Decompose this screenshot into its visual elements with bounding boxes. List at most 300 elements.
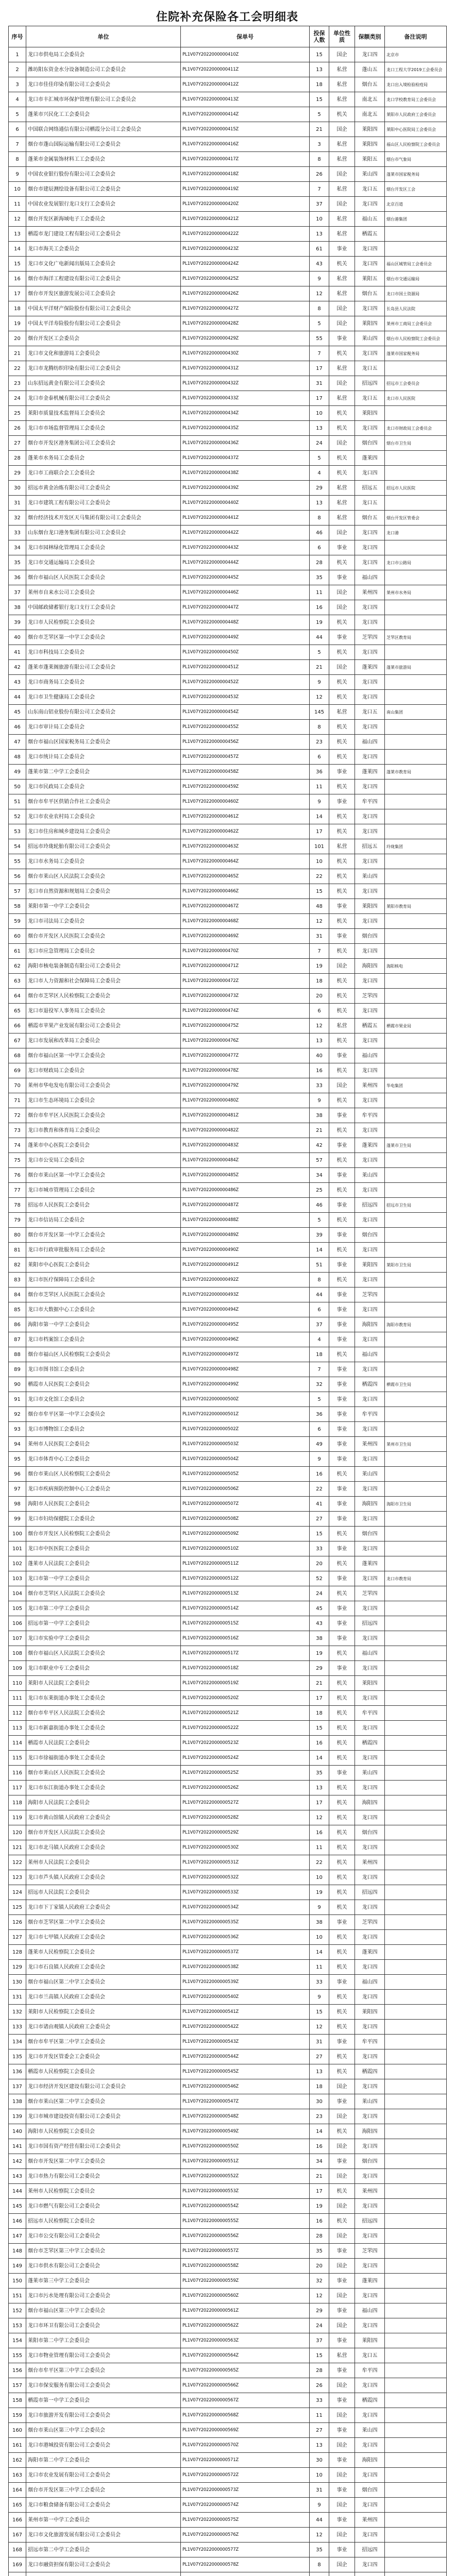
cell-count: 18 — [310, 1347, 329, 1362]
cell-type: 事业 — [329, 2303, 355, 2318]
cell-count: 21 — [310, 122, 329, 137]
cell-unit: 龙口市城市建设投资有限公司工会委员会 — [26, 2109, 181, 2124]
cell-policy: PL1V07Y2022000000569Z — [181, 2423, 310, 2438]
cell-unit: 烟台市福山区人民法院工会委员会 — [26, 1646, 181, 1661]
cell-type: 私营 — [329, 705, 355, 720]
cell-unit: 龙口市石良镇人民政府工会委员会 — [26, 1960, 181, 1975]
cell-level: 福山五 — [355, 212, 385, 227]
cell-no: 89 — [9, 1362, 26, 1377]
cell-policy: PL1V07Y2022000000457Z — [181, 750, 310, 765]
cell-count: 16 — [310, 1467, 329, 1482]
cell-level: 龙口四 — [355, 301, 385, 316]
cell-note — [385, 1422, 447, 1437]
cell-note: 蓬莱市教育局 — [385, 765, 447, 779]
cell-policy: PL1V07Y2022000000415Z — [181, 122, 310, 137]
table-row — [9, 2139, 447, 2154]
table-row — [9, 496, 447, 511]
cell-type: 私营 — [329, 137, 355, 152]
cell-note: 龙口市教育局 — [385, 1571, 447, 1586]
cell-unit: 龙口市水务局工会委员会 — [26, 854, 181, 869]
cell-level: 莱阳四 — [355, 137, 385, 152]
table-row — [9, 421, 447, 436]
table-row — [9, 914, 447, 929]
cell-count: 19 — [310, 1885, 329, 1900]
cell-unit: 中国农业银行股份有限公司工会委员会 — [26, 167, 181, 182]
cell-unit: 莱州市华电发电有限公司工会委员会 — [26, 1078, 181, 1093]
cell-count: 13 — [310, 421, 329, 436]
cell-count: 36 — [310, 765, 329, 779]
cell-note — [385, 1482, 447, 1497]
cell-policy: PL1V07Y2022000000466Z — [181, 884, 310, 899]
cell-count: 7 — [310, 944, 329, 959]
cell-policy: PL1V07Y2022000000570Z — [181, 2438, 310, 2453]
cell-count: 28 — [310, 555, 329, 570]
cell-unit: 龙口市城市管理局工会委员会 — [26, 1183, 181, 1198]
cell-policy: PL1V07Y2022000000500Z — [181, 1392, 310, 1407]
cell-type: 机关 — [329, 1556, 355, 1571]
cell-policy: PL1V07Y2022000000456Z — [181, 735, 310, 750]
cell-unit: 龙口市工商联合会工会委员会 — [26, 466, 181, 481]
cell-no: 136 — [9, 2064, 26, 2079]
table-row — [9, 735, 447, 750]
cell-policy: PL1V07Y2022000000432Z — [181, 376, 310, 391]
cell-type: 私营 — [329, 227, 355, 242]
table-row — [9, 824, 447, 839]
table-row — [9, 1153, 447, 1168]
cell-unit: 龙口市热力有限公司工会委员会 — [26, 2169, 181, 2184]
cell-type: 机关 — [329, 2020, 355, 2035]
cell-no: 36 — [9, 570, 26, 585]
cell-count: 12 — [310, 1019, 329, 1033]
cell-type: 国企 — [329, 526, 355, 540]
cell-policy: PL1V07Y2022000000449Z — [181, 630, 310, 645]
cell-count: 11 — [310, 2408, 329, 2423]
cell-count — [310, 2572, 329, 2576]
cell-no: 101 — [9, 1541, 26, 1556]
cell-policy: PL1V07Y2022000000542Z — [181, 2020, 310, 2035]
table-row — [9, 1706, 447, 1721]
cell-type: 事业 — [329, 1108, 355, 1123]
cell-no: 154 — [9, 2333, 26, 2348]
cell-unit: 龙口市芦头镇人民政府工会委员会 — [26, 1870, 181, 1885]
cell-unit: 莱阳市人民法院工会委员会 — [26, 1676, 181, 1691]
cell-type: 国企 — [329, 2229, 355, 2244]
cell-unit: 莱阳市中心医院工会委员会 — [26, 1258, 181, 1273]
cell-type: 私营 — [329, 92, 355, 107]
cell-note — [385, 1586, 447, 1601]
cell-unit: 栖霞市苹果产业发展有限公司工会委员会 — [26, 1019, 181, 1033]
cell-level: 招远五 — [355, 481, 385, 496]
cell-policy: PL1V07Y2022000000476Z — [181, 1033, 310, 1048]
cell-policy: PL1V07Y2022000000419Z — [181, 182, 310, 197]
cell-unit: 烟台市福山区人民医院工会委员会 — [26, 570, 181, 585]
cell-level: 莱阳四 — [355, 406, 385, 421]
cell-note — [385, 1706, 447, 1721]
table-row — [9, 944, 447, 959]
table-row — [9, 1362, 447, 1377]
cell-unit: 烟台市莱山区人民检察院工会委员会 — [26, 1467, 181, 1482]
cell-policy: PL1V07Y2022000000431Z — [181, 361, 310, 376]
cell-no: 112 — [9, 1706, 26, 1721]
cell-no: 153 — [9, 2318, 26, 2333]
cell-policy: PL1V07Y2022000000555Z — [181, 2214, 310, 2229]
cell-note — [385, 1033, 447, 1048]
table-row — [9, 899, 447, 914]
cell-note — [385, 914, 447, 929]
cell-type: 事业 — [329, 630, 355, 645]
table-row — [9, 1870, 447, 1885]
cell-level: 龙口四 — [355, 914, 385, 929]
cell-no: 21 — [9, 346, 26, 361]
cell-count: 14 — [310, 2124, 329, 2139]
cell-no: 1 — [9, 47, 26, 62]
cell-count: 7 — [310, 1362, 329, 1377]
header-note: 备注说明 — [385, 26, 447, 47]
cell-unit: 龙口市财政局工会委员会 — [26, 1063, 181, 1078]
cell-unit: 龙口市应急管理局工会委员会 — [26, 944, 181, 959]
cell-type: 事业 — [329, 1198, 355, 1213]
cell-count: 12 — [310, 2020, 329, 2035]
cell-count: 5 — [310, 645, 329, 660]
cell-type: 私营 — [329, 496, 355, 511]
cell-unit: 龙口市旅游开发有限公司工会委员会 — [26, 2408, 181, 2423]
cell-count: 17 — [310, 2184, 329, 2199]
cell-level: 龙口四 — [355, 1392, 385, 1407]
cell-policy: PL1V07Y2022000000450Z — [181, 645, 310, 660]
table-row — [9, 1631, 447, 1646]
cell-type: 事业 — [329, 1541, 355, 1556]
cell-count: 48 — [310, 899, 329, 914]
cell-count: 5 — [310, 1392, 329, 1407]
cell-note — [385, 2244, 447, 2259]
cell-unit: 烟台市芝罘区人民法院工会委员会 — [26, 1586, 181, 1601]
cell-unit: 烟台市开发区人民法院工会委员会 — [26, 1825, 181, 1840]
cell-unit: 龙口市东莱街道办事处工会委员会 — [26, 1691, 181, 1706]
cell-count: 8 — [310, 511, 329, 526]
cell-unit: 龙口市港城投资有限公司工会委员会 — [26, 2438, 181, 2453]
cell-no: 53 — [9, 824, 26, 839]
cell-type: 事业 — [329, 331, 355, 346]
cell-note: 玲珑集团 — [385, 839, 447, 854]
cell-level: 龙口四 — [355, 466, 385, 481]
table-row — [9, 765, 447, 779]
cell-count: 6 — [310, 1004, 329, 1019]
table-row — [9, 2378, 447, 2393]
cell-note — [385, 2049, 447, 2064]
cell-policy: PL1V07Y2022000000558Z — [181, 2259, 310, 2274]
table-row — [9, 167, 447, 182]
cell-type: 国企 — [329, 2259, 355, 2274]
cell-level: 龙口四 — [355, 1302, 385, 1317]
cell-policy: PL1V07Y2022000000528Z — [181, 1810, 310, 1825]
cell-policy: PL1V07Y2022000000434Z — [181, 406, 310, 421]
cell-note — [385, 1945, 447, 1960]
cell-policy: PL1V07Y2022000000492Z — [181, 1273, 310, 1287]
cell-level: 海阳四 — [355, 1317, 385, 1332]
cell-policy: PL1V07Y2022000000488Z — [181, 1213, 310, 1228]
cell-level: 龙口四 — [355, 1870, 385, 1885]
cell-note — [385, 2214, 447, 2229]
cell-policy: PL1V07Y2022000000547Z — [181, 2094, 310, 2109]
table-row — [9, 1975, 447, 1990]
cell-type: 事业 — [329, 794, 355, 809]
cell-level: 芝罘四 — [355, 2244, 385, 2259]
cell-unit: 龙口市北马镇人民政府工会委员会 — [26, 1840, 181, 1855]
cell-policy: PL1V07Y2022000000478Z — [181, 1063, 310, 1078]
cell-no: 6 — [9, 122, 26, 137]
cell-type: 机关 — [329, 1691, 355, 1706]
cell-level: 海阳四 — [355, 1795, 385, 1810]
cell-level: 烟台四 — [355, 1527, 385, 1541]
cell-type: 机关 — [329, 1795, 355, 1810]
table-row — [9, 854, 447, 869]
cell-unit: 烟台市牟平区第一中学工会委员会 — [26, 1407, 181, 1422]
cell-unit: 蓬莱市水务局工会委员会 — [26, 451, 181, 466]
cell-unit: 烟台开发区工会委员会 — [26, 331, 181, 346]
cell-policy: PL1V07Y2022000000473Z — [181, 989, 310, 1004]
cell-no: 100 — [9, 1527, 26, 1541]
table-row — [9, 436, 447, 451]
cell-type: 事业 — [329, 1975, 355, 1990]
cell-note: 蓬莱市国家税务局 — [385, 167, 447, 182]
cell-no: 45 — [9, 705, 26, 720]
cell-level: 龙口四 — [355, 1033, 385, 1048]
cell-policy: PL1V07Y2022000000560Z — [181, 2289, 310, 2303]
cell-no: 118 — [9, 1795, 26, 1810]
cell-unit: 龙口市司法局工会委员会 — [26, 914, 181, 929]
cell-policy: PL1V07Y2022000000420Z — [181, 197, 310, 212]
cell-note — [385, 1601, 447, 1616]
table-row — [9, 1825, 447, 1840]
cell-type: 国企 — [329, 2109, 355, 2124]
cell-note — [385, 2109, 447, 2124]
table-row — [9, 2303, 447, 2318]
cell-no: 137 — [9, 2079, 26, 2094]
cell-note: 莱阳市卫生局 — [385, 1258, 447, 1273]
cell-no: 87 — [9, 1332, 26, 1347]
cell-policy: PL1V07Y2022000000546Z — [181, 2079, 310, 2094]
cell-no: 107 — [9, 1631, 26, 1646]
cell-no: 84 — [9, 1287, 26, 1302]
cell-policy: PL1V07Y2022000000531Z — [181, 1855, 310, 1870]
cell-no: 3 — [9, 77, 26, 92]
cell-type: 国企 — [329, 2318, 355, 2333]
cell-policy: PL1V07Y2022000000514Z — [181, 1601, 310, 1616]
cell-note — [385, 2094, 447, 2109]
cell-type: 国企 — [329, 197, 355, 212]
cell-unit: 蓬莱市第二中学工会委员会 — [26, 765, 181, 779]
cell-policy: PL1V07Y2022000000412Z — [181, 77, 310, 92]
cell-count: 33 — [310, 1078, 329, 1093]
cell-policy: PL1V07Y2022000000463Z — [181, 839, 310, 854]
cell-type: 机关 — [329, 421, 355, 436]
cell-unit: 龙口市公交有限公司工会委员会 — [26, 2229, 181, 2244]
cell-level: 蓬莱四 — [355, 1138, 385, 1153]
cell-count: 15 — [310, 1527, 329, 1541]
cell-level: 龙口四 — [355, 1482, 385, 1497]
cell-unit: 龙口市信访局工会委员会 — [26, 1213, 181, 1228]
cell-type: 机关 — [329, 2064, 355, 2079]
cell-unit: 龙口市海关工会委员会 — [26, 242, 181, 257]
cell-type: 私营 — [329, 391, 355, 406]
cell-type: 事业 — [329, 2094, 355, 2109]
cell-no: 91 — [9, 1392, 26, 1407]
cell-count: 19 — [310, 959, 329, 974]
cell-unit: 蓬莱市人民法院工会委员会 — [26, 1556, 181, 1571]
cell-type: 国企 — [329, 2139, 355, 2154]
cell-policy: PL1V07Y2022000000556Z — [181, 2229, 310, 2244]
cell-unit: 烟台市牟平区第二中学工会委员会 — [26, 2035, 181, 2049]
cell-type: 机关 — [329, 824, 355, 839]
cell-policy: PL1V07Y2022000000485Z — [181, 1168, 310, 1183]
cell-unit: 烟台市开发区第三中学工会委员会 — [26, 2483, 181, 2498]
cell-count: 11 — [310, 1840, 329, 1855]
cell-level: 龙口四 — [355, 1123, 385, 1138]
cell-unit: 山东南山铝业股份有限公司工会委员会 — [26, 705, 181, 720]
cell-count: 52 — [310, 1571, 329, 1586]
cell-no: 43 — [9, 675, 26, 690]
cell-policy: PL1V07Y2022000000440Z — [181, 496, 310, 511]
document-page — [8, 0, 446, 2576]
cell-level: 龙口四 — [355, 809, 385, 824]
cell-unit: 栖霞市龙门建设工程有限公司工会委员会 — [26, 227, 181, 242]
cell-no: 158 — [9, 2393, 26, 2408]
table-row — [9, 2438, 447, 2453]
cell-no: 131 — [9, 1990, 26, 2005]
cell-no: 128 — [9, 1945, 26, 1960]
cell-policy: PL1V07Y2022000000475Z — [181, 1019, 310, 1033]
table-row — [9, 1616, 447, 1631]
cell-note — [385, 1915, 447, 1930]
cell-policy: PL1V07Y2022000000563Z — [181, 2333, 310, 2348]
cell-level: 烟台四 — [355, 2154, 385, 2169]
cell-type: 机关 — [329, 1676, 355, 1691]
cell-count: 3 — [310, 137, 329, 152]
cell-level: 芝罘四 — [355, 1287, 385, 1302]
table-row — [9, 1422, 447, 1437]
cell-level: 蓬莱四 — [355, 1556, 385, 1571]
cell-policy: PL1V07Y2022000000461Z — [181, 809, 310, 824]
cell-type: 事业 — [329, 1168, 355, 1183]
cell-policy: PL1V07Y2022000000520Z — [181, 1691, 310, 1706]
cell-note: 华电集团 — [385, 1078, 447, 1093]
cell-note — [385, 944, 447, 959]
cell-level: 龙口四 — [355, 2528, 385, 2543]
cell-unit: 龙口市粮食储备有限公司工会委员会 — [26, 2498, 181, 2513]
cell-level: 龙口四 — [355, 1810, 385, 1825]
cell-count: 15 — [310, 1721, 329, 1736]
cell-unit: 龙口市档案馆工会委员会 — [26, 1332, 181, 1347]
cell-count: 16 — [310, 1063, 329, 1078]
cell-note — [385, 1855, 447, 1870]
cell-no: 73 — [9, 1123, 26, 1138]
cell-note — [385, 2543, 447, 2557]
table-row — [9, 1004, 447, 1019]
cell-note: 海阳市教育局 — [385, 1317, 447, 1332]
cell-note — [385, 1810, 447, 1825]
cell-policy: PL1V07Y2022000000445Z — [181, 570, 310, 585]
cell-policy: PL1V07Y2022000000422Z — [181, 227, 310, 242]
cell-no: 121 — [9, 1840, 26, 1855]
cell-note — [385, 2363, 447, 2378]
cell-type: 机关 — [329, 1781, 355, 1795]
cell-unit: 烟台市福山区第一中学工会委员会 — [26, 1048, 181, 1063]
cell-policy: PL1V07Y2022000000482Z — [181, 1123, 310, 1138]
cell-level: 烟台五 — [355, 511, 385, 526]
cell-type: 事业 — [329, 1362, 355, 1377]
cell-level: 龙口四 — [355, 1781, 385, 1795]
cell-policy: PL1V07Y2022000000481Z — [181, 1108, 310, 1123]
table-row — [9, 2049, 447, 2064]
cell-count: 10 — [310, 212, 329, 227]
cell-unit: 中国联合网络通信有限公司栖霞分公司工会委员会 — [26, 122, 181, 137]
cell-type: 机关 — [329, 675, 355, 690]
cell-note — [385, 1975, 447, 1990]
cell-count: 6 — [310, 540, 329, 555]
cell-type: 机关 — [329, 257, 355, 272]
table-row — [9, 2169, 447, 2184]
cell-no: 16 — [9, 272, 26, 286]
cell-type: 国企 — [329, 2468, 355, 2483]
cell-policy: PL1V07Y2022000000428Z — [181, 316, 310, 331]
cell-policy: PL1V07Y2022000000411Z — [181, 62, 310, 77]
cell-note — [385, 1736, 447, 1751]
cell-count: 17 — [310, 824, 329, 839]
cell-note — [385, 735, 447, 750]
table-row — [9, 1243, 447, 1258]
cell-count: 10 — [310, 2468, 329, 2483]
cell-type: 事业 — [329, 1377, 355, 1392]
cell-type: 私营 — [329, 511, 355, 526]
cell-type: 机关 — [329, 1153, 355, 1168]
cell-level: 海阳四 — [355, 959, 385, 974]
cell-policy: PL1V07Y2022000000572Z — [181, 2468, 310, 2483]
cell-count: 5 — [310, 1213, 329, 1228]
cell-count: 9 — [310, 2498, 329, 2513]
cell-note: 莱阳市人民政府工会委员会 — [385, 107, 447, 122]
table-row — [9, 451, 447, 466]
cell-level: 招远四 — [355, 2543, 385, 2557]
cell-policy: PL1V07Y2022000000410Z — [181, 47, 310, 62]
cell-note: 招远市卫生局 — [385, 1198, 447, 1213]
table-row — [9, 2244, 447, 2259]
cell-count: 10 — [310, 406, 329, 421]
cell-policy: PL1V07Y2022000000453Z — [181, 690, 310, 705]
cell-no: 4 — [9, 92, 26, 107]
cell-unit: 龙口市融资担保有限公司工会委员会 — [26, 2557, 181, 2572]
cell-no: 55 — [9, 854, 26, 869]
table-row — [9, 1213, 447, 1228]
cell-policy: PL1V07Y2022000000418Z — [181, 167, 310, 182]
cell-level: 海阳四 — [355, 2124, 385, 2139]
cell-no: 155 — [9, 2348, 26, 2363]
cell-level: 栖霞四 — [355, 1736, 385, 1751]
cell-policy: PL1V07Y2022000000446Z — [181, 585, 310, 600]
cell-level: 龙口四 — [355, 540, 385, 555]
cell-unit: 龙口市退役军人事务局工会委员会 — [26, 1004, 181, 1019]
cell-no: 99 — [9, 1512, 26, 1527]
cell-unit: 龙口市污水处理有限公司工会委员会 — [26, 2289, 181, 2303]
cell-note — [385, 1004, 447, 1019]
cell-policy: PL1V07Y2022000000523Z — [181, 1736, 310, 1751]
cell-policy: PL1V07Y2022000000530Z — [181, 1840, 310, 1855]
cell-no: 90 — [9, 1377, 26, 1392]
cell-no: 123 — [9, 1870, 26, 1885]
cell-level: 栖霞四 — [355, 1377, 385, 1392]
cell-count: 8 — [310, 1273, 329, 1287]
cell-level: 莱阳四 — [355, 1258, 385, 1273]
cell-unit: 龙口市诸由观镇人民政府工会委员会 — [26, 2020, 181, 2035]
